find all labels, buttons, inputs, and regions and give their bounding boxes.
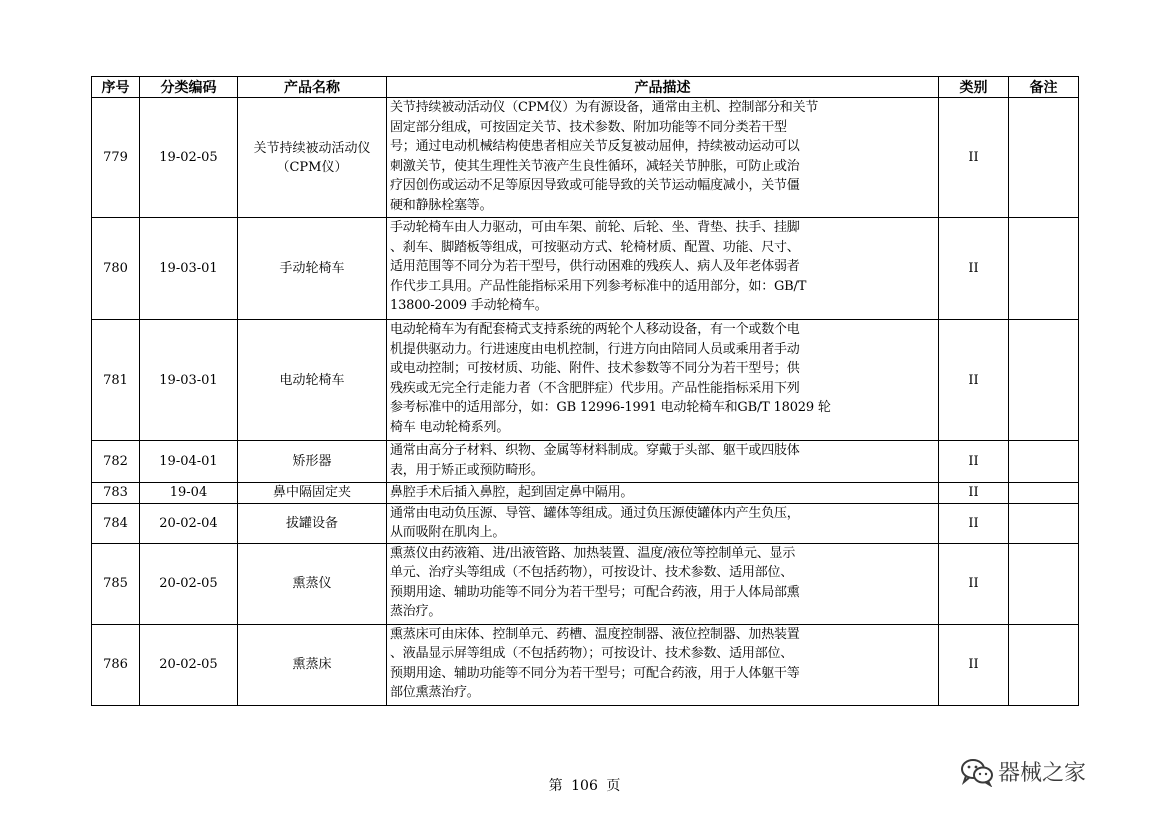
watermark: [960, 756, 1086, 787]
table-row: [92, 483, 1079, 504]
cell-code: 20-02-05: [140, 543, 238, 624]
cell-code: 19-03-01: [140, 218, 238, 320]
page-suffix: 页: [606, 778, 621, 794]
cell-code: 19-03-01: [140, 320, 238, 441]
table-header-row: [92, 77, 1079, 98]
cell-class: II: [939, 98, 1009, 218]
table-row: [92, 218, 1079, 320]
page-number: 106: [571, 778, 598, 794]
cell-class: II: [939, 503, 1009, 543]
cell-remark: [1009, 320, 1079, 441]
cell-remark: [1009, 98, 1079, 218]
cell-class: II: [939, 218, 1009, 320]
table-row: [92, 624, 1079, 705]
watermark-text: 器械之家: [998, 761, 1087, 786]
cell-class: II: [939, 483, 1009, 504]
table-row: [92, 543, 1079, 624]
header-class: 类别: [939, 77, 1009, 98]
table-row: [92, 98, 1079, 218]
cell-product-name: 拔罐设备: [238, 503, 387, 543]
cell-code: 19-02-05: [140, 98, 238, 218]
cell-serial: 784: [92, 503, 140, 543]
cell-description: 熏蒸仪由药液箱、进/出液管路、加热装置、温度/液位等控制单元、显示 单元、治疗头等组成（不包括药物），可按设计、技术参数、适用部位、 预期用途、辅助功能等不同分为若干型号；可配合药液，用于人体局部熏 蒸治疗。: [387, 543, 939, 624]
cell-serial: 780: [92, 218, 140, 320]
header-product-name: 产品名称: [238, 77, 387, 98]
cell-product-name: 熏蒸床: [238, 624, 387, 705]
table-row: [92, 441, 1079, 483]
cell-remark: [1009, 441, 1079, 483]
header-remark: 备注: [1009, 77, 1079, 98]
header-code: 分类编码: [140, 77, 238, 98]
cell-product-name: 矫形器: [238, 441, 387, 483]
table-row: [92, 320, 1079, 441]
cell-serial: 786: [92, 624, 140, 705]
cell-remark: [1009, 503, 1079, 543]
cell-code: 19-04: [140, 483, 238, 504]
page-prefix: 第: [548, 778, 563, 794]
cell-remark: [1009, 624, 1079, 705]
cell-code: 20-02-04: [140, 503, 238, 543]
cell-serial: 783: [92, 483, 140, 504]
cell-product-name: 鼻中隔固定夹: [238, 483, 387, 504]
product-catalog-table: [91, 76, 1079, 706]
cell-class: II: [939, 441, 1009, 483]
cell-product-name: 熏蒸仪: [238, 543, 387, 624]
cell-remark: [1009, 218, 1079, 320]
cell-description: 熏蒸床可由床体、控制单元、药槽、温度控制器、液位控制器、加热装置 、液晶显示屏等组成（不包括药物）；可按设计、技术参数、适用部位、 预期用途、辅助功能等不同分为若干型号；可配合药液，用于人体躯干等 部位熏蒸治疗。: [387, 624, 939, 705]
cell-description: 电动轮椅车为有配套椅式支持系统的两轮个人移动设备，有一个或数个电 机提供驱动力。行进速度由电机控制，行进方向由陪同人员或乘用者手动 或电动控制；可按材质、功能、附件、技术参数等不同分为若干型号；供 残疾或无完全行走能力者（不含肥胖症）代步用。产品性能指标采用下列 参考标准中的适用部分，如：GB 12996-1991 电动轮椅车和GB/T 18029 轮 椅车 电动轮椅系列。: [387, 320, 939, 441]
cell-description: 通常由电动负压源、导管、罐体等组成。通过负压源使罐体内产生负压， 从而吸附在肌肉上。: [387, 503, 939, 543]
cell-class: II: [939, 543, 1009, 624]
wechat-icon: [960, 757, 994, 787]
cell-product-name: 关节持续被动活动仪（CPM仪）: [238, 98, 387, 218]
cell-product-name: 电动轮椅车: [238, 320, 387, 441]
cell-serial: 779: [92, 98, 140, 218]
cell-serial: 781: [92, 320, 140, 441]
cell-description: 关节持续被动活动仪（CPM仪）为有源设备，通常由主机、控制部分和关节 固定部分组成，可按固定关节、技术参数、附加功能等不同分类若干型 号；通过电动机械结构使患者相应关节反复被动屈伸，持续被动运动可以 刺激关节，使其生理性关节液产生良性循环，减轻关节肿胀，可防止或治 疗因创伤或运动不足等原因导致或可能导致的关节运动幅度减小，关节僵 硬和静脉栓塞等。: [387, 98, 939, 218]
header-serial: 序号: [92, 77, 140, 98]
cell-remark: [1009, 543, 1079, 624]
cell-class: II: [939, 320, 1009, 441]
cell-product-name: 手动轮椅车: [238, 218, 387, 320]
cell-description: 通常由高分子材料、织物、金属等材料制成。穿戴于头部、躯干或四肢体 表，用于矫正或预防畸形。: [387, 441, 939, 483]
cell-remark: [1009, 483, 1079, 504]
cell-serial: 782: [92, 441, 140, 483]
cell-serial: 785: [92, 543, 140, 624]
header-description: 产品描述: [387, 77, 939, 98]
cell-description: 手动轮椅车由人力驱动，可由车架、前轮、后轮、坐、背垫、扶手、挂脚 、刹车、脚踏板等组成，可按驱动方式、轮椅材质、配置、功能、尺寸、 适用范围等不同分为若干型号，供行动困难的残疾人、病人及年老体弱者 作代步工具用。产品性能指标采用下列参考标准中的适用部分，如：GB/T 13800-2009 手动轮椅车。: [387, 218, 939, 320]
cell-code: 20-02-05: [140, 624, 238, 705]
cell-code: 19-04-01: [140, 441, 238, 483]
cell-description: 鼻腔手术后插入鼻腔，起到固定鼻中隔用。: [387, 483, 939, 504]
table-row: [92, 503, 1079, 543]
cell-class: II: [939, 624, 1009, 705]
